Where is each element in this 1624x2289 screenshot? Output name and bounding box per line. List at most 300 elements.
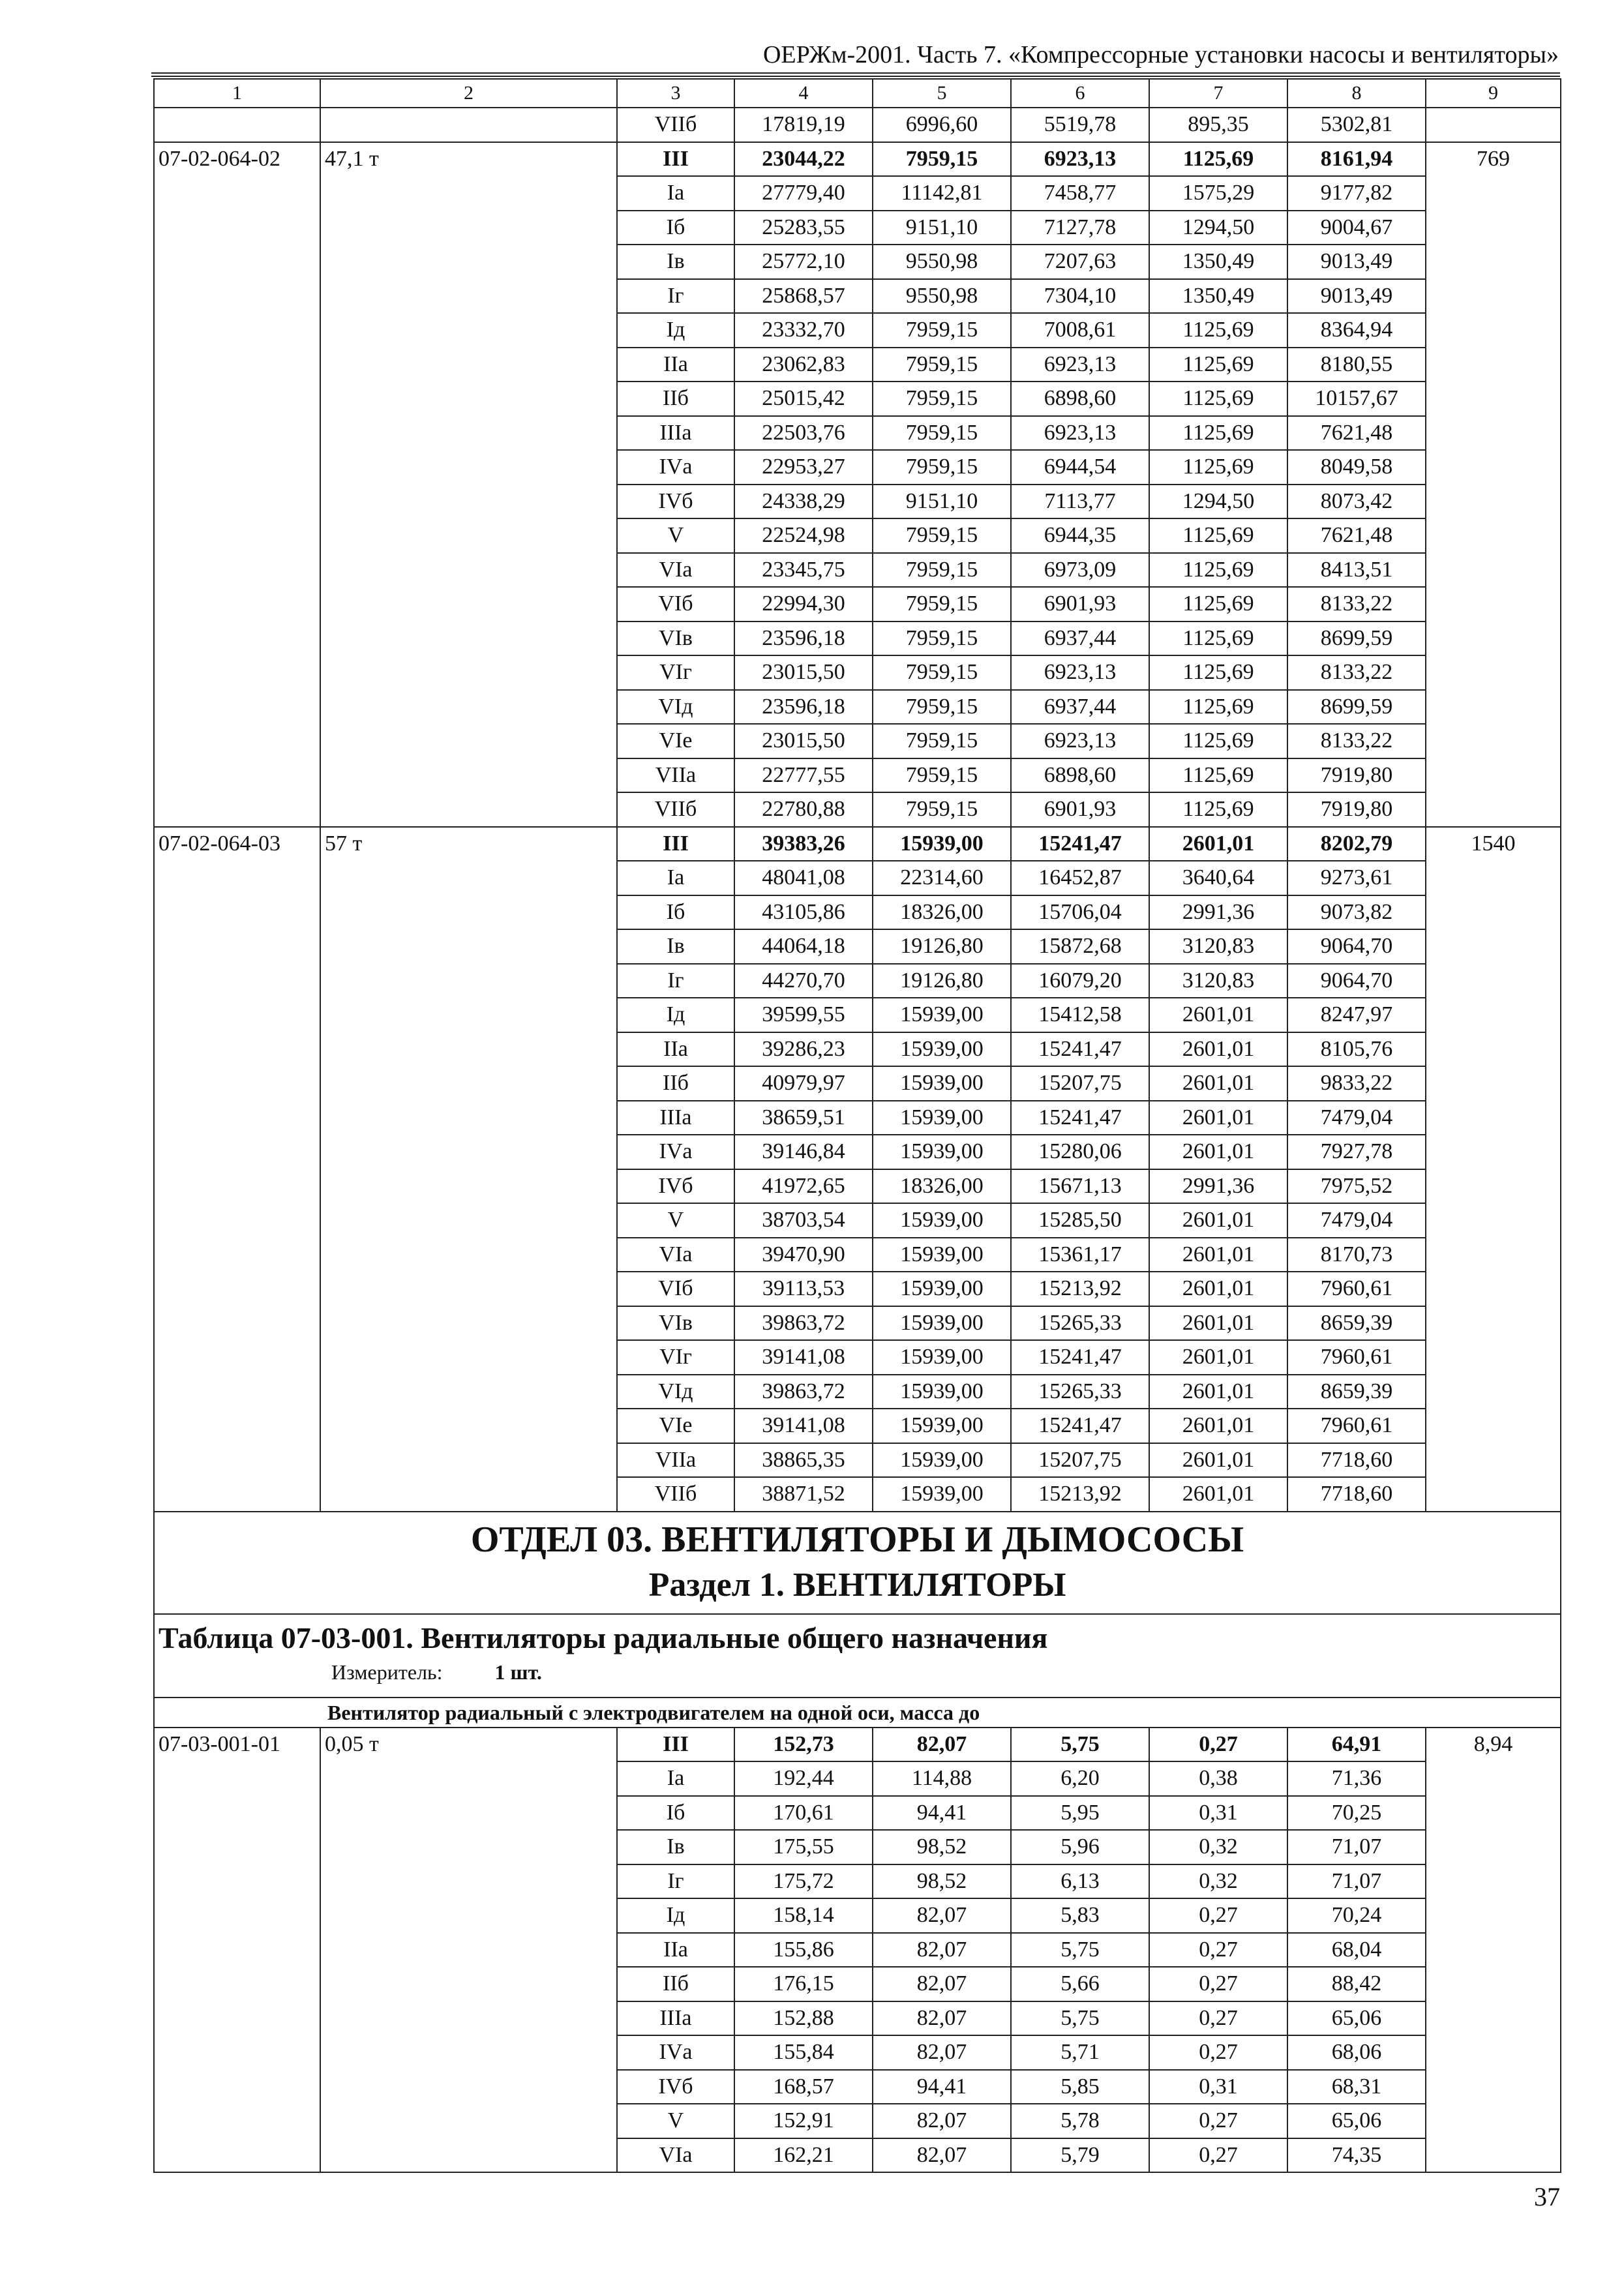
value-col6: 6923,13 bbox=[1011, 655, 1149, 690]
value-col8: 9073,82 bbox=[1287, 895, 1426, 930]
value-col4: 152,73 bbox=[734, 1728, 873, 1762]
value-col5: 82,07 bbox=[873, 2001, 1011, 2036]
region-class: VIд bbox=[617, 690, 734, 725]
value-col7: 0,27 bbox=[1149, 2104, 1287, 2138]
value-col7: 3120,83 bbox=[1149, 929, 1287, 964]
value-col8: 8247,97 bbox=[1287, 998, 1426, 1032]
value-col7: 1125,69 bbox=[1149, 655, 1287, 690]
value-col7: 2601,01 bbox=[1149, 1203, 1287, 1238]
value-col6: 6923,13 bbox=[1011, 142, 1149, 177]
value-col4: 22953,27 bbox=[734, 450, 873, 485]
value-col4: 192,44 bbox=[734, 1761, 873, 1796]
value-col6: 5,66 bbox=[1011, 1967, 1149, 2001]
region-class: III bbox=[617, 142, 734, 177]
value-col4: 22524,98 bbox=[734, 518, 873, 553]
value-col7: 1125,69 bbox=[1149, 382, 1287, 416]
region-class: VIа bbox=[617, 1238, 734, 1272]
value-col8: 74,35 bbox=[1287, 2138, 1426, 2173]
value-col8: 7919,80 bbox=[1287, 758, 1426, 793]
value-col4: 39863,72 bbox=[734, 1306, 873, 1341]
value-col7: 0,27 bbox=[1149, 2035, 1287, 2070]
value-col7: 2601,01 bbox=[1149, 1032, 1287, 1067]
value-col6: 15412,58 bbox=[1011, 998, 1149, 1032]
table-row bbox=[154, 108, 1561, 142]
value-col7: 0,27 bbox=[1149, 1898, 1287, 1933]
value-col4: 39146,84 bbox=[734, 1135, 873, 1169]
value-col5: 82,07 bbox=[873, 2104, 1011, 2138]
value-col5: 7959,15 bbox=[873, 724, 1011, 758]
value-col7: 1294,50 bbox=[1149, 211, 1287, 245]
table-row bbox=[154, 142, 1561, 177]
region-class: VIа bbox=[617, 2138, 734, 2173]
table-title-row bbox=[154, 1614, 1561, 1698]
col9-value: 1540 bbox=[1426, 827, 1561, 1512]
value-col5: 15939,00 bbox=[873, 1340, 1011, 1375]
value-col7: 0,32 bbox=[1149, 1830, 1287, 1864]
value-col7: 1125,69 bbox=[1149, 518, 1287, 553]
value-col5: 18326,00 bbox=[873, 1169, 1011, 1204]
region-class: VIIб bbox=[617, 792, 734, 827]
value-col6: 15265,33 bbox=[1011, 1306, 1149, 1341]
value-col8: 8133,22 bbox=[1287, 724, 1426, 758]
value-col5: 7959,15 bbox=[873, 553, 1011, 588]
value-col7: 0,27 bbox=[1149, 2138, 1287, 2173]
value-col6: 5,95 bbox=[1011, 1796, 1149, 1831]
value-col7: 0,32 bbox=[1149, 1864, 1287, 1899]
value-col7: 0,38 bbox=[1149, 1761, 1287, 1796]
value-col5: 94,41 bbox=[873, 1796, 1011, 1831]
value-col5: 7959,15 bbox=[873, 518, 1011, 553]
value-col5: 7959,15 bbox=[873, 587, 1011, 621]
value-col8: 8699,59 bbox=[1287, 690, 1426, 725]
value-col7: 1125,69 bbox=[1149, 416, 1287, 451]
value-col4: 24338,29 bbox=[734, 485, 873, 519]
value-col4: 39286,23 bbox=[734, 1032, 873, 1067]
value-col6: 15265,33 bbox=[1011, 1375, 1149, 1409]
column-number-row bbox=[154, 79, 1561, 108]
value-col8: 8202,79 bbox=[1287, 827, 1426, 861]
value-col5: 11142,81 bbox=[873, 176, 1011, 211]
value-col6: 6,20 bbox=[1011, 1761, 1149, 1796]
value-col4: 168,57 bbox=[734, 2070, 873, 2104]
value-col5: 15939,00 bbox=[873, 1203, 1011, 1238]
value-col5: 7959,15 bbox=[873, 450, 1011, 485]
region-class: V bbox=[617, 2104, 734, 2138]
value-col8: 7479,04 bbox=[1287, 1203, 1426, 1238]
value-col5: 9151,10 bbox=[873, 211, 1011, 245]
region-class: VIг bbox=[617, 655, 734, 690]
value-col8: 68,04 bbox=[1287, 1933, 1426, 1967]
value-col7: 2601,01 bbox=[1149, 998, 1287, 1032]
value-col8: 65,06 bbox=[1287, 2104, 1426, 2138]
value-col4: 43105,86 bbox=[734, 895, 873, 930]
region-class: III bbox=[617, 827, 734, 861]
measure-label: Измеритель: bbox=[331, 1660, 443, 1684]
region-class: IIа bbox=[617, 1933, 734, 1967]
value-col5: 18326,00 bbox=[873, 895, 1011, 930]
column-number: 7 bbox=[1149, 79, 1287, 108]
header-rule bbox=[151, 72, 1560, 77]
value-col4: 152,88 bbox=[734, 2001, 873, 2036]
value-col5: 7959,15 bbox=[873, 142, 1011, 177]
value-col7: 0,27 bbox=[1149, 1933, 1287, 1967]
value-col8: 8105,76 bbox=[1287, 1032, 1426, 1067]
value-col8: 9013,49 bbox=[1287, 279, 1426, 314]
value-col6: 6937,44 bbox=[1011, 621, 1149, 656]
value-col7: 1294,50 bbox=[1149, 485, 1287, 519]
rate-code: 07-02-064-03 bbox=[154, 827, 320, 1512]
col9-empty bbox=[1426, 108, 1561, 142]
region-class: III bbox=[617, 1728, 734, 1762]
value-col4: 23332,70 bbox=[734, 313, 873, 348]
value-col7: 1350,49 bbox=[1149, 279, 1287, 314]
region-class: VIа bbox=[617, 553, 734, 588]
value-col4: 25015,42 bbox=[734, 382, 873, 416]
value-col7: 2991,36 bbox=[1149, 895, 1287, 930]
section-title: ОТДЕЛ 03. ВЕНТИЛЯТОРЫ И ДЫМОСОСЫ bbox=[470, 1519, 1244, 1560]
value-col4: 152,91 bbox=[734, 2104, 873, 2138]
col9-value: 769 bbox=[1426, 142, 1561, 827]
value-col6: 7458,77 bbox=[1011, 176, 1149, 211]
value-col8: 8659,39 bbox=[1287, 1375, 1426, 1409]
value-col6: 5,75 bbox=[1011, 1933, 1149, 1967]
value-col8: 7960,61 bbox=[1287, 1272, 1426, 1306]
value-col7: 2601,01 bbox=[1149, 1340, 1287, 1375]
value-col5: 15939,00 bbox=[873, 1306, 1011, 1341]
value-col5: 15939,00 bbox=[873, 1409, 1011, 1443]
value-col6: 7304,10 bbox=[1011, 279, 1149, 314]
value-col5: 15939,00 bbox=[873, 1238, 1011, 1272]
value-col4: 27779,40 bbox=[734, 176, 873, 211]
value-col8: 8180,55 bbox=[1287, 348, 1426, 382]
value-col6: 6898,60 bbox=[1011, 758, 1149, 793]
value-col4: 155,86 bbox=[734, 1933, 873, 1967]
value-col8: 10157,67 bbox=[1287, 382, 1426, 416]
value-col4: 25283,55 bbox=[734, 211, 873, 245]
value-col8: 71,36 bbox=[1287, 1761, 1426, 1796]
value-col5: 15939,00 bbox=[873, 1443, 1011, 1478]
value-col8: 9013,49 bbox=[1287, 245, 1426, 279]
measure-line bbox=[158, 1656, 1556, 1688]
mass-empty bbox=[320, 108, 617, 142]
region-class: IVб bbox=[617, 485, 734, 519]
region-class: VIв bbox=[617, 1306, 734, 1341]
value-col5: 15939,00 bbox=[873, 1135, 1011, 1169]
value-col6: 6901,93 bbox=[1011, 587, 1149, 621]
value-col4: 175,72 bbox=[734, 1864, 873, 1899]
value-col8: 8170,73 bbox=[1287, 1238, 1426, 1272]
col9-value: 8,94 bbox=[1426, 1728, 1561, 2173]
value-col8: 8364,94 bbox=[1287, 313, 1426, 348]
value-col7: 2991,36 bbox=[1149, 1169, 1287, 1204]
value-col5: 15939,00 bbox=[873, 1066, 1011, 1101]
value-col7: 1125,69 bbox=[1149, 690, 1287, 725]
value-col7: 2601,01 bbox=[1149, 1101, 1287, 1135]
region-class: VIIб bbox=[617, 1477, 734, 1512]
value-col7: 1125,69 bbox=[1149, 348, 1287, 382]
value-col4: 158,14 bbox=[734, 1898, 873, 1933]
region-class: IVа bbox=[617, 1135, 734, 1169]
value-col4: 170,61 bbox=[734, 1796, 873, 1831]
value-col4: 38703,54 bbox=[734, 1203, 873, 1238]
region-class: Iб bbox=[617, 895, 734, 930]
value-col8: 7927,78 bbox=[1287, 1135, 1426, 1169]
value-col5: 7959,15 bbox=[873, 655, 1011, 690]
value-col8: 65,06 bbox=[1287, 2001, 1426, 2036]
table-title-block bbox=[154, 1614, 1561, 1698]
region-class: VIб bbox=[617, 587, 734, 621]
value-col6: 15241,47 bbox=[1011, 827, 1149, 861]
region-class: VIе bbox=[617, 724, 734, 758]
value-col8: 7960,61 bbox=[1287, 1409, 1426, 1443]
rate-code: 07-03-001-01 bbox=[154, 1728, 320, 2173]
value-col7: 0,31 bbox=[1149, 1796, 1287, 1831]
value-col6: 6944,35 bbox=[1011, 518, 1149, 553]
value-col6: 15213,92 bbox=[1011, 1477, 1149, 1512]
value-col7: 1350,49 bbox=[1149, 245, 1287, 279]
value-col7: 2601,01 bbox=[1149, 1409, 1287, 1443]
region-class: Iб bbox=[617, 1796, 734, 1831]
value-col5: 19126,80 bbox=[873, 929, 1011, 964]
value-col4: 25772,10 bbox=[734, 245, 873, 279]
value-col7: 2601,01 bbox=[1149, 1272, 1287, 1306]
value-col4: 39599,55 bbox=[734, 998, 873, 1032]
value-col4: 38871,52 bbox=[734, 1477, 873, 1512]
value-col6: 15706,04 bbox=[1011, 895, 1149, 930]
rate-code-empty bbox=[154, 108, 320, 142]
value-col5: 7959,15 bbox=[873, 690, 1011, 725]
value-col8: 9833,22 bbox=[1287, 1066, 1426, 1101]
value-col7: 0,27 bbox=[1149, 1728, 1287, 1762]
value-col4: 41972,65 bbox=[734, 1169, 873, 1204]
value-col4: 48041,08 bbox=[734, 861, 873, 895]
region-class: Iд bbox=[617, 998, 734, 1032]
column-number: 1 bbox=[154, 79, 320, 108]
rates-table-body bbox=[154, 79, 1561, 2172]
value-col5: 19126,80 bbox=[873, 964, 1011, 998]
value-col6: 15361,17 bbox=[1011, 1238, 1149, 1272]
value-col4: 39141,08 bbox=[734, 1340, 873, 1375]
region-class: Iб bbox=[617, 211, 734, 245]
value-col4: 23596,18 bbox=[734, 690, 873, 725]
region-class: IVб bbox=[617, 2070, 734, 2104]
region-class: Iа bbox=[617, 1761, 734, 1796]
region-class: IVа bbox=[617, 450, 734, 485]
value-col4: 162,21 bbox=[734, 2138, 873, 2173]
value-col7: 2601,01 bbox=[1149, 1306, 1287, 1341]
running-header: ОЕРЖм-2001. Часть 7. «Компрессорные установки насосы и вентиляторы» bbox=[762, 41, 1559, 68]
region-class: Iг bbox=[617, 1864, 734, 1899]
value-col8: 9004,67 bbox=[1287, 211, 1426, 245]
value-col7: 2601,01 bbox=[1149, 1238, 1287, 1272]
value-col8: 7919,80 bbox=[1287, 792, 1426, 827]
value-col7: 2601,01 bbox=[1149, 1477, 1287, 1512]
region-class: IIа bbox=[617, 1032, 734, 1067]
value-col8: 8049,58 bbox=[1287, 450, 1426, 485]
value-col4: 40979,97 bbox=[734, 1066, 873, 1101]
region-class: Iв bbox=[617, 245, 734, 279]
region-class: Iа bbox=[617, 176, 734, 211]
value-col6: 6923,13 bbox=[1011, 416, 1149, 451]
value-col7: 1125,69 bbox=[1149, 142, 1287, 177]
value-col6: 15872,68 bbox=[1011, 929, 1149, 964]
value-col5: 7959,15 bbox=[873, 621, 1011, 656]
value-col7: 895,35 bbox=[1149, 108, 1287, 142]
section-heading bbox=[154, 1512, 1561, 1614]
value-col5: 7959,15 bbox=[873, 758, 1011, 793]
value-col5: 15939,00 bbox=[873, 1272, 1011, 1306]
value-col6: 6937,44 bbox=[1011, 690, 1149, 725]
region-class: IIб bbox=[617, 382, 734, 416]
value-col6: 5,85 bbox=[1011, 2070, 1149, 2104]
value-col6: 15241,47 bbox=[1011, 1340, 1149, 1375]
value-col5: 9151,10 bbox=[873, 485, 1011, 519]
value-col5: 82,07 bbox=[873, 2138, 1011, 2173]
value-col6: 16452,87 bbox=[1011, 861, 1149, 895]
value-col7: 1125,69 bbox=[1149, 450, 1287, 485]
region-class: IVа bbox=[617, 2035, 734, 2070]
value-col7: 3640,64 bbox=[1149, 861, 1287, 895]
column-number: 3 bbox=[617, 79, 734, 108]
value-col6: 15213,92 bbox=[1011, 1272, 1149, 1306]
region-class: Iд bbox=[617, 1898, 734, 1933]
table-row bbox=[154, 1728, 1561, 1762]
value-col8: 7718,60 bbox=[1287, 1477, 1426, 1512]
region-class: VIIб bbox=[617, 108, 734, 142]
value-col4: 38659,51 bbox=[734, 1101, 873, 1135]
value-col8: 7718,60 bbox=[1287, 1443, 1426, 1478]
column-number: 4 bbox=[734, 79, 873, 108]
page-number: 37 bbox=[1534, 2182, 1560, 2211]
region-class: Iг bbox=[617, 964, 734, 998]
value-col6: 5,96 bbox=[1011, 1830, 1149, 1864]
value-col5: 15939,00 bbox=[873, 1032, 1011, 1067]
value-col8: 64,91 bbox=[1287, 1728, 1426, 1762]
value-col8: 8073,42 bbox=[1287, 485, 1426, 519]
measure-unit: 1 шт. bbox=[494, 1660, 542, 1684]
region-class: Iв bbox=[617, 929, 734, 964]
value-col4: 23015,50 bbox=[734, 724, 873, 758]
value-col7: 2601,01 bbox=[1149, 1135, 1287, 1169]
value-col4: 155,84 bbox=[734, 2035, 873, 2070]
value-col4: 44270,70 bbox=[734, 964, 873, 998]
section-subtitle: Раздел 1. ВЕНТИЛЯТОРЫ bbox=[648, 1566, 1066, 1604]
region-class: IIIа bbox=[617, 1101, 734, 1135]
value-col6: 15207,75 bbox=[1011, 1443, 1149, 1478]
value-col5: 82,07 bbox=[873, 2035, 1011, 2070]
value-col6: 6901,93 bbox=[1011, 792, 1149, 827]
value-col5: 82,07 bbox=[873, 1728, 1011, 1762]
value-col6: 5,78 bbox=[1011, 2104, 1149, 2138]
value-col7: 1125,69 bbox=[1149, 587, 1287, 621]
column-number: 2 bbox=[320, 79, 617, 108]
value-col4: 22994,30 bbox=[734, 587, 873, 621]
value-col8: 9177,82 bbox=[1287, 176, 1426, 211]
value-col7: 2601,01 bbox=[1149, 1443, 1287, 1478]
value-col5: 7959,15 bbox=[873, 792, 1011, 827]
value-col5: 9550,98 bbox=[873, 245, 1011, 279]
group-title-row bbox=[154, 1698, 1561, 1728]
group-title: Вентилятор радиальный с электродвигателем на одной оси, масса до bbox=[154, 1698, 1561, 1728]
value-col6: 5,83 bbox=[1011, 1898, 1149, 1933]
value-col5: 82,07 bbox=[873, 1967, 1011, 2001]
value-col5: 98,52 bbox=[873, 1864, 1011, 1899]
value-col6: 15207,75 bbox=[1011, 1066, 1149, 1101]
value-col6: 15280,06 bbox=[1011, 1135, 1149, 1169]
region-class: Iд bbox=[617, 313, 734, 348]
value-col8: 9273,61 bbox=[1287, 861, 1426, 895]
value-col6: 5,75 bbox=[1011, 1728, 1149, 1762]
value-col6: 7008,61 bbox=[1011, 313, 1149, 348]
region-class: VIIа bbox=[617, 758, 734, 793]
region-class: VIIа bbox=[617, 1443, 734, 1478]
value-col8: 8413,51 bbox=[1287, 553, 1426, 588]
value-col6: 6923,13 bbox=[1011, 724, 1149, 758]
region-class: VIг bbox=[617, 1340, 734, 1375]
column-number: 6 bbox=[1011, 79, 1149, 108]
value-col7: 1125,69 bbox=[1149, 792, 1287, 827]
value-col4: 22777,55 bbox=[734, 758, 873, 793]
value-col7: 0,27 bbox=[1149, 2001, 1287, 2036]
mass-value: 47,1 т bbox=[320, 142, 617, 827]
value-col8: 88,42 bbox=[1287, 1967, 1426, 2001]
region-class: VIд bbox=[617, 1375, 734, 1409]
value-col4: 22503,76 bbox=[734, 416, 873, 451]
region-class: Iа bbox=[617, 861, 734, 895]
value-col8: 7621,48 bbox=[1287, 518, 1426, 553]
value-col5: 7959,15 bbox=[873, 382, 1011, 416]
value-col7: 3120,83 bbox=[1149, 964, 1287, 998]
value-col6: 15241,47 bbox=[1011, 1409, 1149, 1443]
value-col6: 15241,47 bbox=[1011, 1101, 1149, 1135]
region-class: IIб bbox=[617, 1066, 734, 1101]
region-class: IIIа bbox=[617, 416, 734, 451]
value-col6: 7113,77 bbox=[1011, 485, 1149, 519]
value-col7: 1575,29 bbox=[1149, 176, 1287, 211]
value-col4: 39863,72 bbox=[734, 1375, 873, 1409]
value-col4: 44064,18 bbox=[734, 929, 873, 964]
value-col5: 82,07 bbox=[873, 1933, 1011, 1967]
region-class: VIв bbox=[617, 621, 734, 656]
rates-table bbox=[153, 78, 1561, 2173]
value-col8: 9064,70 bbox=[1287, 929, 1426, 964]
value-col4: 39113,53 bbox=[734, 1272, 873, 1306]
value-col5: 7959,15 bbox=[873, 348, 1011, 382]
value-col7: 0,31 bbox=[1149, 2070, 1287, 2104]
value-col7: 2601,01 bbox=[1149, 827, 1287, 861]
value-col7: 1125,69 bbox=[1149, 621, 1287, 656]
section-heading-row bbox=[154, 1512, 1561, 1614]
value-col8: 8659,39 bbox=[1287, 1306, 1426, 1341]
value-col4: 17819,19 bbox=[734, 108, 873, 142]
value-col6: 5,75 bbox=[1011, 2001, 1149, 2036]
value-col7: 2601,01 bbox=[1149, 1066, 1287, 1101]
value-col4: 39141,08 bbox=[734, 1409, 873, 1443]
value-col6: 15241,47 bbox=[1011, 1032, 1149, 1067]
value-col8: 7621,48 bbox=[1287, 416, 1426, 451]
value-col5: 7959,15 bbox=[873, 313, 1011, 348]
value-col5: 15939,00 bbox=[873, 998, 1011, 1032]
value-col6: 6923,13 bbox=[1011, 348, 1149, 382]
value-col7: 2601,01 bbox=[1149, 1375, 1287, 1409]
value-col4: 39470,90 bbox=[734, 1238, 873, 1272]
value-col4: 23044,22 bbox=[734, 142, 873, 177]
value-col6: 5,71 bbox=[1011, 2035, 1149, 2070]
column-number: 9 bbox=[1426, 79, 1561, 108]
value-col8: 7960,61 bbox=[1287, 1340, 1426, 1375]
region-class: VIб bbox=[617, 1272, 734, 1306]
value-col5: 15939,00 bbox=[873, 1375, 1011, 1409]
